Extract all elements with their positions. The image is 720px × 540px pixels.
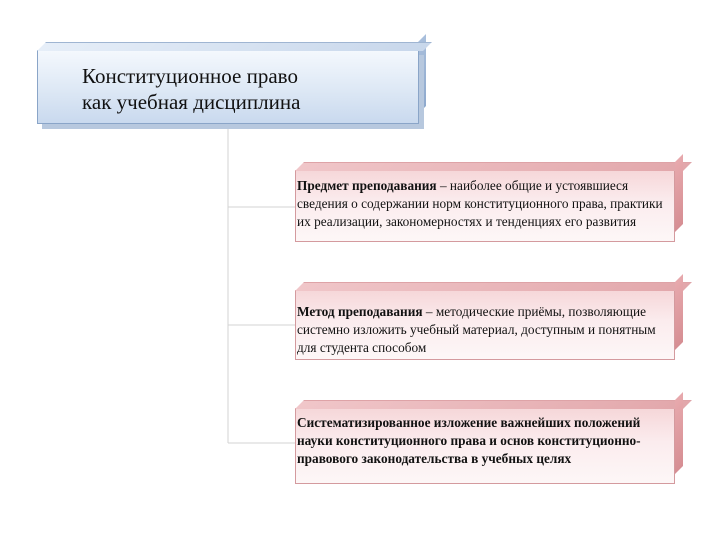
child-text: Систематизированное изложение важнейших положений науки конституционного права и основ конституционно-правового законодательства в учебных целях bbox=[297, 415, 641, 466]
child-lead: Метод преподавания bbox=[297, 304, 423, 319]
root-title: Конституционное право как учебная дисциплина bbox=[82, 64, 301, 114]
root-box bbox=[37, 50, 419, 124]
child-lead: Предмет преподавания bbox=[297, 178, 437, 193]
child-text: – наиболее общие и устоявшиеся сведения о содержании норм конституционного права, практики их реализации, закономерностях и тенденциях его развития bbox=[297, 178, 663, 229]
child-box-content bbox=[295, 408, 675, 484]
child-box-subject bbox=[295, 170, 675, 242]
child-box-method bbox=[295, 290, 675, 360]
child-text: – методические приёмы, позволяющие системно изложить учебный материал, доступным и понятным для студента способом bbox=[297, 304, 656, 355]
